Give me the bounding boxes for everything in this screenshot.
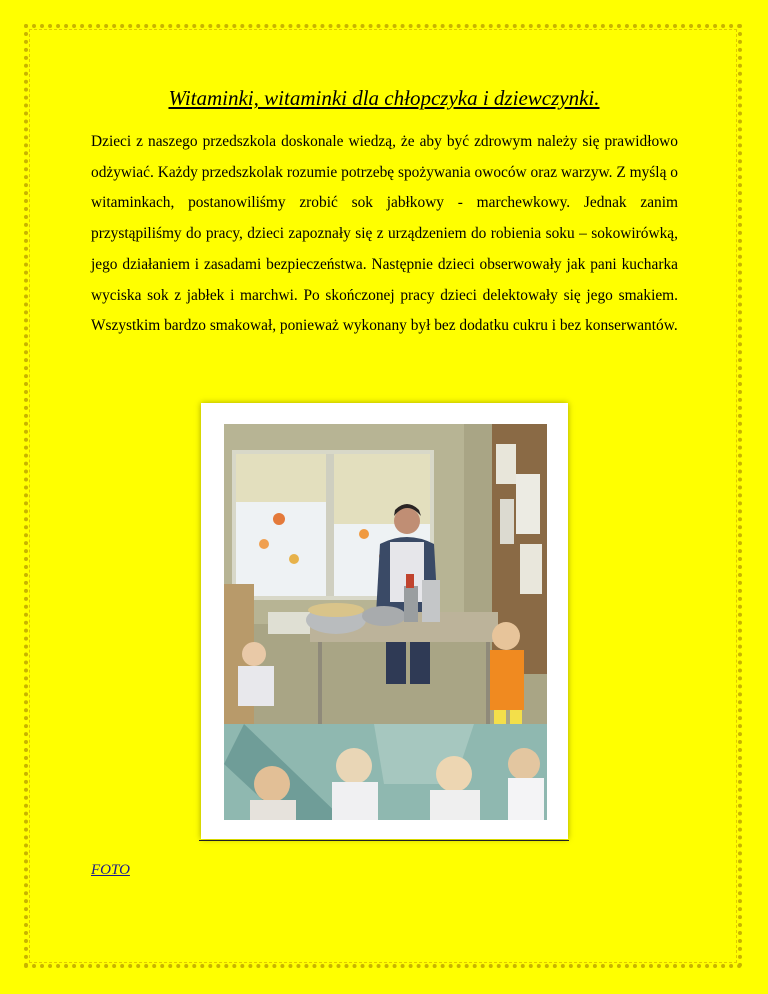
page-title: Witaminki, witaminki dla chłopczyka i dziewczynki.: [168, 86, 600, 110]
kitchen-activity-photo: [224, 424, 547, 820]
photo-caption-rule: [199, 840, 569, 841]
foto-link[interactable]: FOTO: [91, 862, 130, 878]
article-paragraph: Dzieci z naszego przedszkola doskonale wiedzą, że aby być zdrowym należy się prawidłowo odżywiać. Każdy przedszkolak rozumie potrzebę spożywania owoców oraz warzyw. Z myślą o witaminkach, postanowiliśmy zrobić sok jabłkowy - marchewkowy. Jednak zanim przystąpiliśmy do pracy, dzieci zapoznały się z urządzeniem do robienia soku – sokowirówką, jego działaniem i zasadami bezpieczeństwa. Następnie dzieci obserwowały jak pani kucharka wyciska sok z jabłek i marchwi. Po skończonej pracy dzieci delektowały się jego smakiem. Wszystkim bardzo smakował, ponieważ wykonany był bez dodatku cukru i bez konserwantów.: [91, 133, 678, 335]
